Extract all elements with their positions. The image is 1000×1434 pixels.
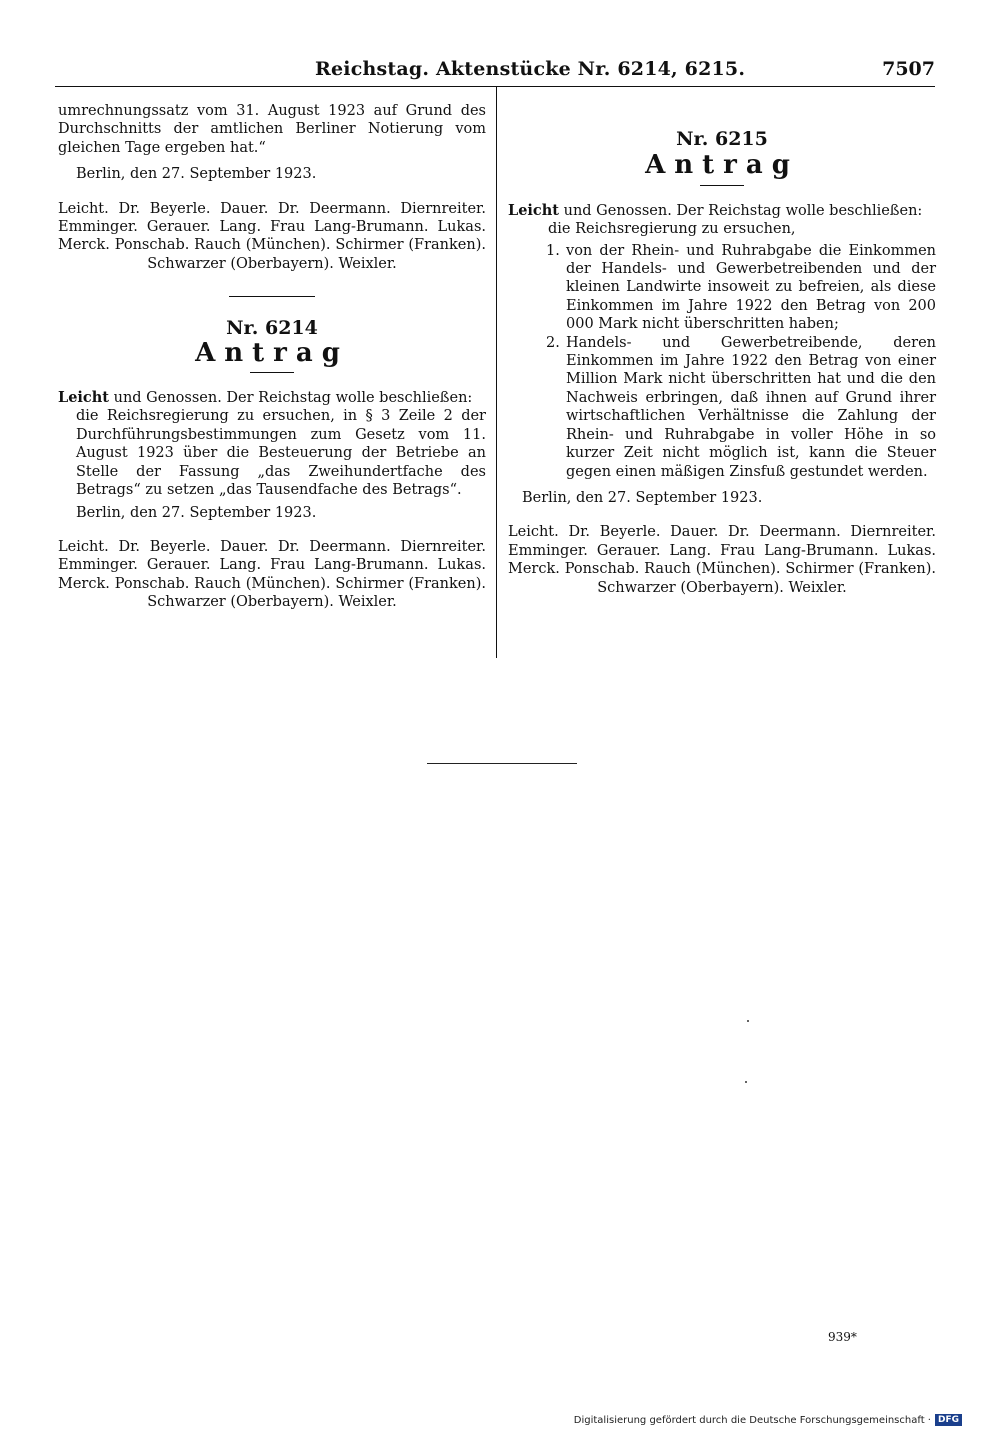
column-divider [496, 86, 497, 658]
print-speck [745, 1081, 747, 1083]
motion-sublead: die Reichsregierung zu ersuchen, [548, 221, 796, 238]
intro-line: umrechnungssatz vom 31. August 1923 auf Grund des [58, 103, 486, 119]
heading-rule [250, 372, 294, 373]
item-text: von der Rhein- und Ruhrabgabe die Einkommen der Handels- und Gewerbetreibenden und der kleinen Landwirte insoweit zu befreien, als diese Einkommen im Jahre 1922 den Betrag von 200 000 Mark nicht überschritten haben; [566, 242, 936, 333]
intro-line: Durchschnitts der amtlichen Berliner Notierung vom [58, 121, 486, 138]
date-line: Berlin, den 27. September 1923. [76, 166, 317, 183]
item-number: 1. [546, 242, 560, 259]
motion-lead [58, 389, 486, 407]
section-separator [229, 296, 315, 297]
lead-text: und Genossen. Der Reichstag wolle beschließen: [559, 202, 923, 219]
motion-list [508, 242, 936, 481]
signatories: Leicht. Dr. Beyerle. Dauer. Dr. Deermann. Diernreiter. Emminger. Gerauer. Lang. Frau Lang-Brumann. Lukas. Merck. Ponschab. Rauch (München). Schirmer (Franken). Schwarzer (Oberbayern). Weixler. [58, 200, 486, 272]
intro-text [58, 102, 486, 157]
date-line: Berlin, den 27. September 1923. [522, 489, 763, 506]
header-title: Reichstag. Aktenstücke Nr. 6214, 6215. [315, 58, 746, 80]
heading-rule [700, 185, 744, 186]
right-column [508, 102, 936, 597]
motion-lead [508, 202, 936, 220]
item-number: 2. [546, 334, 560, 351]
print-speck [747, 1020, 749, 1022]
intro-line: gleichen Tage ergeben hat.“ [58, 139, 266, 156]
dfg-logo: DFG [935, 1414, 962, 1426]
motion-body: die Reichsregierung zu ersuchen, in § 3 Zeile 2 der Durchführungsbestimmungen zum Gesetz vom 11. August 1923 über die Besteuerung der Betriebe an Stelle der Fassung „das Zweihundertfache des Betrags“ zu setzen „das Tausendfache des Betrags“. [76, 408, 486, 499]
document-number: Nr. 6214 [226, 317, 318, 340]
list-item [508, 242, 936, 334]
left-column [58, 102, 486, 612]
lead-text: und Genossen. Der Reichstag wolle beschließen: [109, 390, 473, 407]
footer-text: Digitalisierung gefördert durch die Deutsche Forschungsgemeinschaft · [573, 1414, 931, 1426]
end-rule [427, 763, 577, 764]
lead-name: Leicht [508, 201, 559, 219]
lead-name: Leicht [58, 389, 109, 407]
digitization-footer [574, 1414, 962, 1426]
document-number: Nr. 6215 [676, 128, 768, 150]
signatories: Leicht. Dr. Beyerle. Dauer. Dr. Deermann. Diernreiter. Emminger. Gerauer. Lang. Frau Lang-Brumann. Lukas. Merck. Ponschab. Rauch (München). Schirmer (Franken). Schwarzer (Oberbayern). Weixler. [508, 524, 936, 596]
header-rule [55, 86, 935, 87]
signature-number: 939* [828, 1330, 857, 1344]
date-line: Berlin, den 27. September 1923. [76, 504, 317, 521]
list-item [508, 334, 936, 481]
running-header [55, 58, 935, 86]
signatories: Leicht. Dr. Beyerle. Dauer. Dr. Deermann. Diernreiter. Emminger. Gerauer. Lang. Frau Lang-Brumann. Lukas. Merck. Ponschab. Rauch (München). Schirmer (Franken). Schwarzer (Oberbayern). Weixler. [58, 538, 486, 611]
antrag-heading: Antrag [645, 150, 799, 181]
item-text: Handels- und Gewerbetreibende, deren Einkommen im Jahre 1922 den Betrag von einer Million Mark nicht überschritten hat und die den Nachweis erbringen, daß ihnen auf Grund ihrer wirtschaftlichen Verhältnisse die Zahlung der Rhein- und Ruhrabgabe in voller Höhe in so kurzer Zeit nicht möglich ist, kann die Steuer gegen einen mäßigen Zinsfuß gestundet werden. [566, 334, 936, 480]
page-number: 7507 [882, 58, 935, 80]
antrag-heading: Antrag [195, 337, 349, 368]
